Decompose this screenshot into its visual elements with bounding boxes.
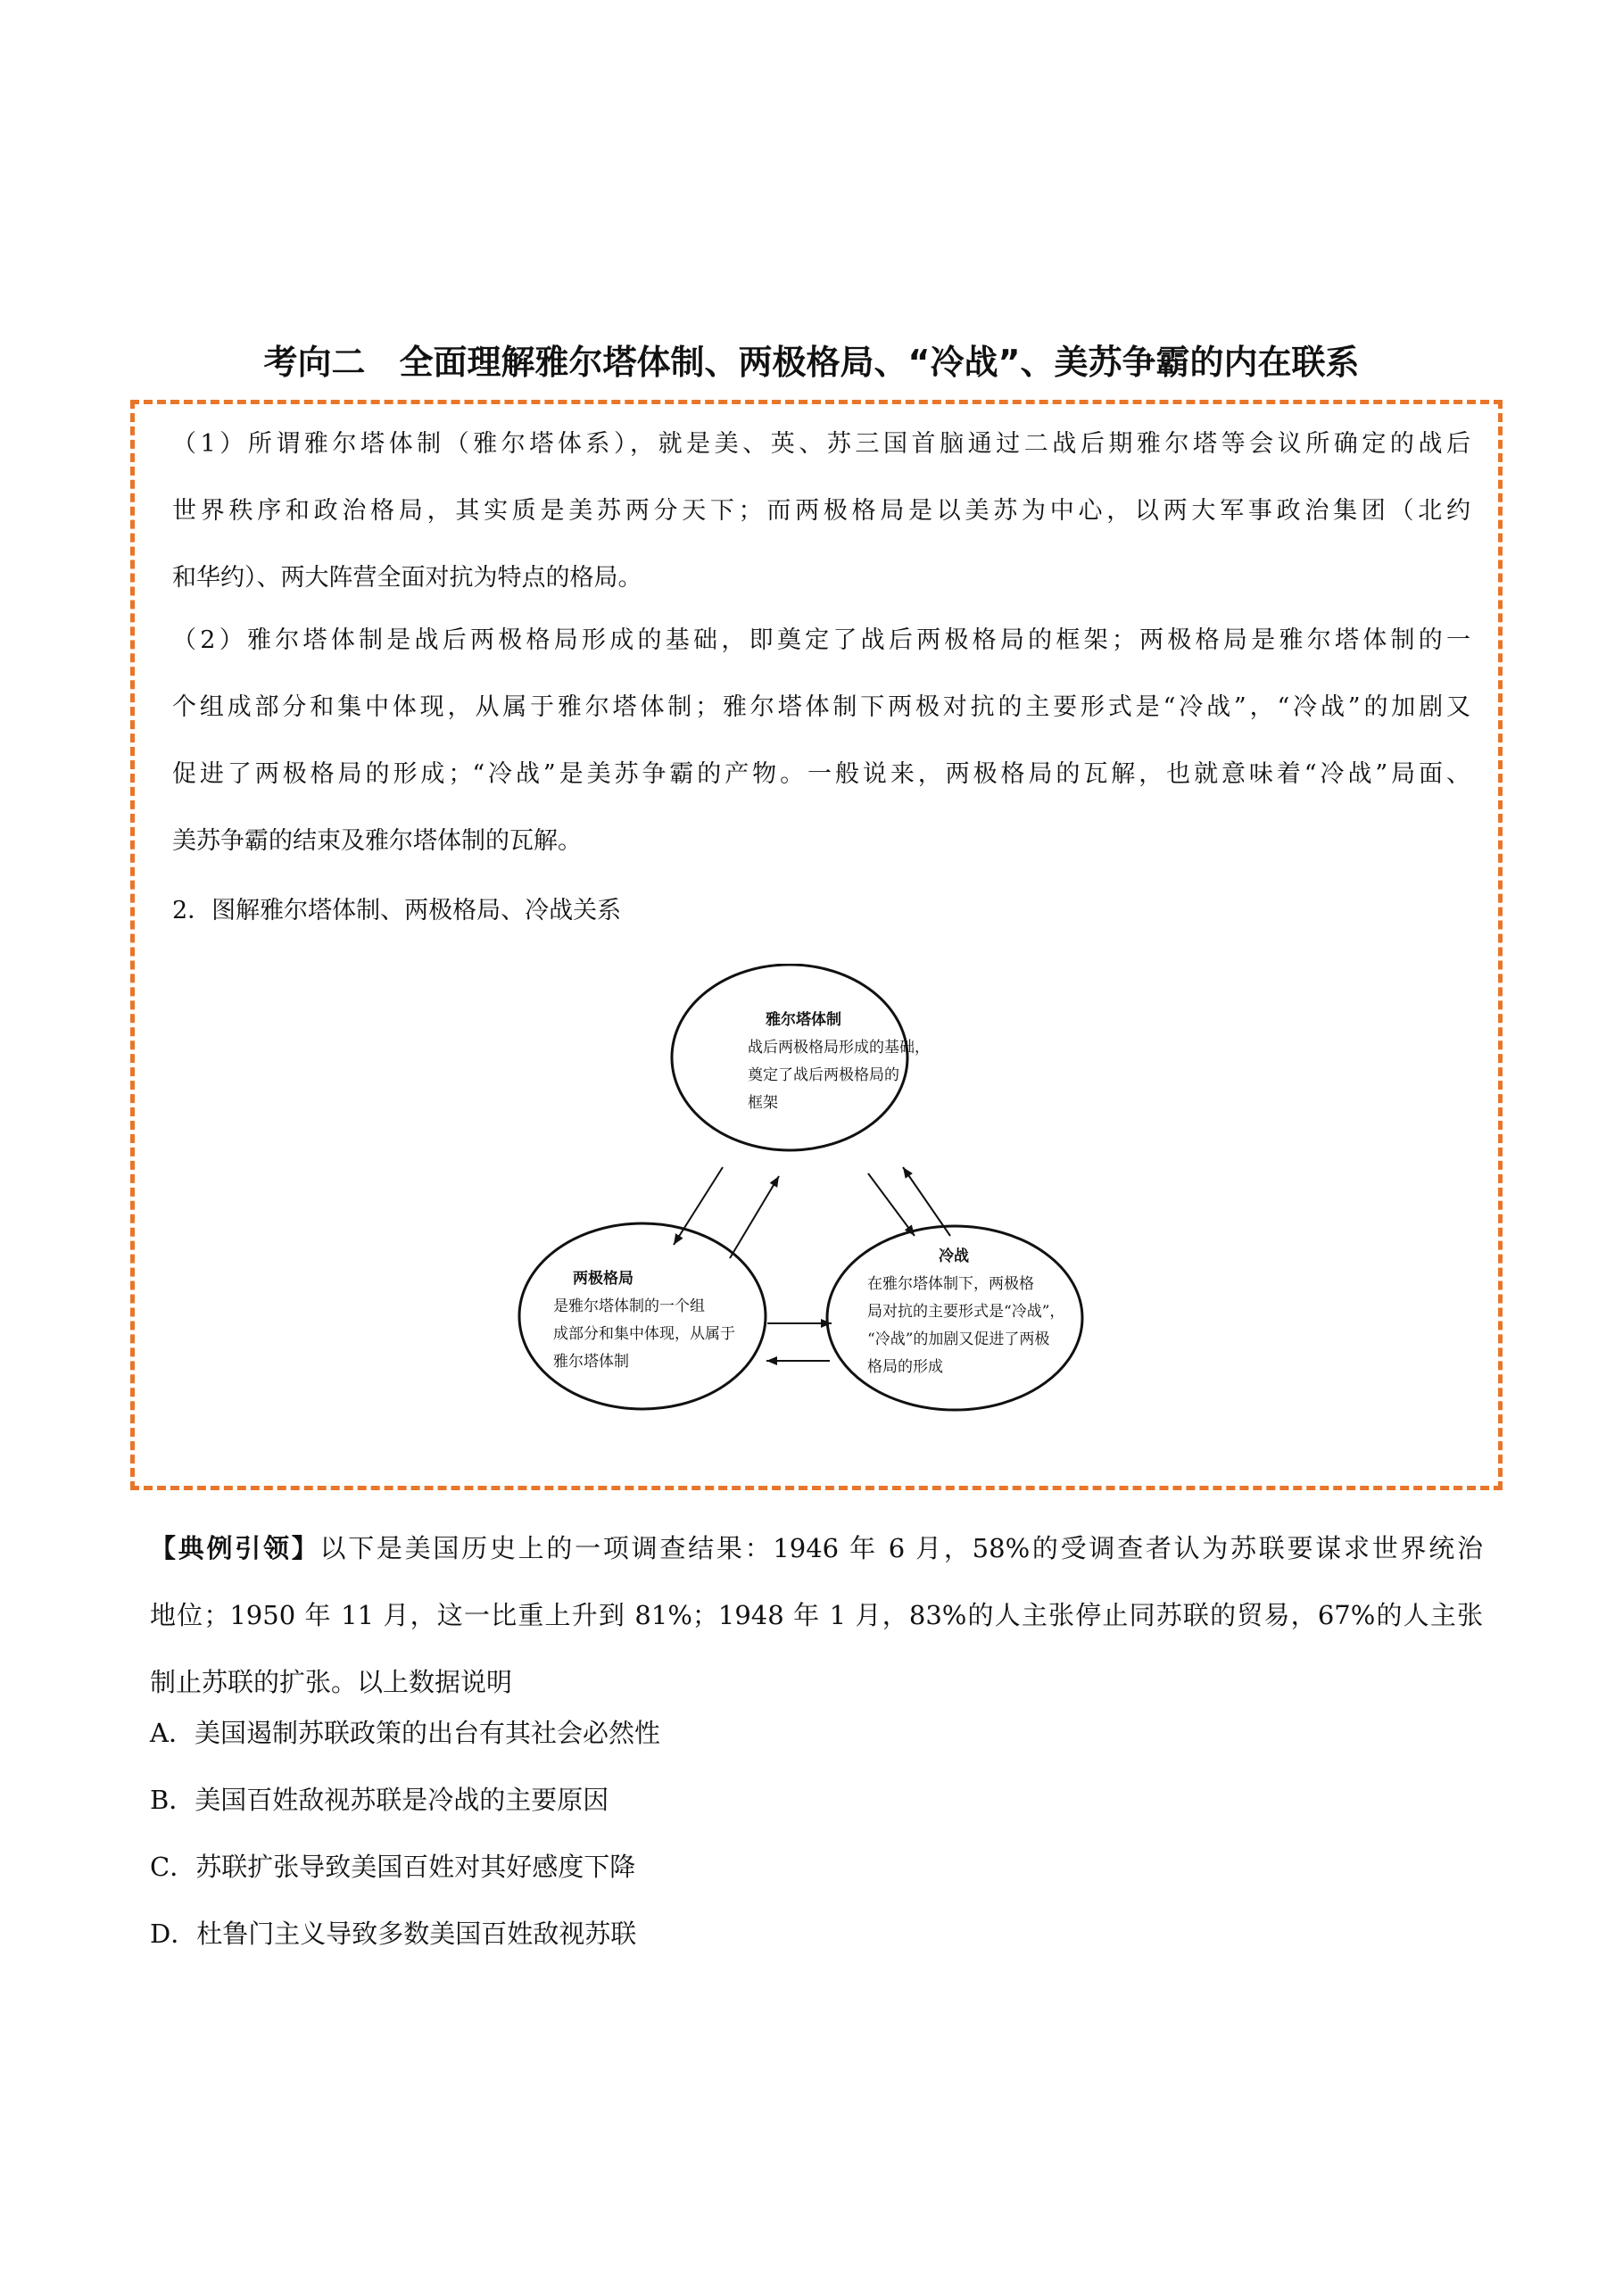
paragraph-2-line: 个组成部分和集中体现，从属于雅尔塔体制；雅尔塔体制下两极对抗的主要形式是“冷战”，“冷战”的加剧又 <box>172 693 1470 721</box>
example-line: 制止苏联的扩张。以上数据说明 <box>150 1667 513 1697</box>
yalta-system-line: 战后两极格局形成的基础， <box>748 1039 930 1057</box>
cold-war-line: 局对抗的主要形式是“冷战”， <box>867 1303 1065 1321</box>
bipolar-pattern-line: 成部分和集中体现，从属于 <box>553 1325 735 1343</box>
diagram-caption <box>172 877 1470 944</box>
yalta-system-line: 奠定了战后两极格局的 <box>748 1066 899 1084</box>
arrow-coldwar-to-yalta <box>903 1167 950 1236</box>
bipolar-pattern-line: 是雅尔塔体制的一个组 <box>553 1297 705 1315</box>
yalta-system-line: 框架 <box>748 1094 778 1112</box>
cold-war-text <box>867 1243 1064 1381</box>
bipolar-pattern-line: 雅尔塔体制 <box>553 1353 629 1371</box>
option-c[interactable]: C．苏联扩张导致美国百姓对其好感度下降 <box>150 1852 636 1882</box>
option-d[interactable]: D．杜鲁门主义导致多数美国百姓敌视苏联 <box>150 1919 637 1949</box>
arrow-bipolar-to-yalta <box>730 1176 779 1258</box>
relationship-diagram <box>500 964 1124 1463</box>
page-title: 考向二 全面理解雅尔塔体制、两极格局、“冷战”、美苏争霸的内在联系 <box>263 343 1360 382</box>
example-line <box>150 1515 1483 1582</box>
yalta-system-text <box>748 1007 930 1117</box>
example-tag: 【典例引领】 <box>150 1533 320 1563</box>
paragraph-2-line: 美苏争霸的结束及雅尔塔体制的瓦解。 <box>172 827 582 855</box>
bipolar-pattern-title: 两极格局 <box>573 1270 633 1288</box>
bipolar-pattern-text <box>553 1265 735 1376</box>
option-a[interactable]: A．美国遏制苏联政策的出台有其社会必然性 <box>150 1718 660 1748</box>
paragraph-2-line: （2）雅尔塔体制是战后两极格局形成的基础，即奠定了战后两极格局的框架；两极格局是雅尔塔体制的一 <box>172 626 1470 654</box>
cold-war-title: 冷战 <box>939 1247 969 1265</box>
paragraph-2-line: 促进了两极格局的形成；“冷战”是美苏争霸的产物。一般说来，两极格局的瓦解，也就意味着“冷战”局面、 <box>172 760 1470 788</box>
paragraph-1-line: 和华约）、两大阵营全面对抗为特点的格局。 <box>172 564 642 592</box>
diagram-caption-text: 2．图解雅尔塔体制、两极格局、冷战关系 <box>172 897 622 924</box>
cold-war-line: “冷战”的加剧又促进了两极 <box>867 1330 1050 1348</box>
paragraph-1-line: 世界秩序和政治格局，其实质是美苏两分天下；而两极格局是以美苏为中心，以两大军事政治集团（北约 <box>172 497 1470 525</box>
arrow-yalta-to-coldwar <box>868 1173 915 1236</box>
example-question <box>150 1515 1483 1716</box>
paragraph-1 <box>172 410 1470 611</box>
yalta-system-title: 雅尔塔体制 <box>766 1011 841 1029</box>
example-line-text: 以下是美国历史上的一项调查结果：1946 年 6 月，58%的受调查者认为苏联要谋求世界统治 <box>319 1533 1483 1563</box>
cold-war-line: 格局的形成 <box>867 1358 943 1376</box>
paragraph-2 <box>172 607 1470 874</box>
example-line: 地位；1950 年 11 月，这一比重上升到 81%；1948 年 1 月，83%的人主张停止同苏联的贸易，67%的人主张 <box>150 1600 1483 1630</box>
paragraph-1-line: （1）所谓雅尔塔体制（雅尔塔体系），就是美、英、苏三国首脑通过二战后期雅尔塔等会议所确定的战后 <box>172 430 1470 458</box>
cold-war-line: 在雅尔塔体制下，两极格 <box>867 1275 1034 1293</box>
option-b[interactable]: B．美国百姓敌视苏联是冷战的主要原因 <box>150 1785 609 1815</box>
